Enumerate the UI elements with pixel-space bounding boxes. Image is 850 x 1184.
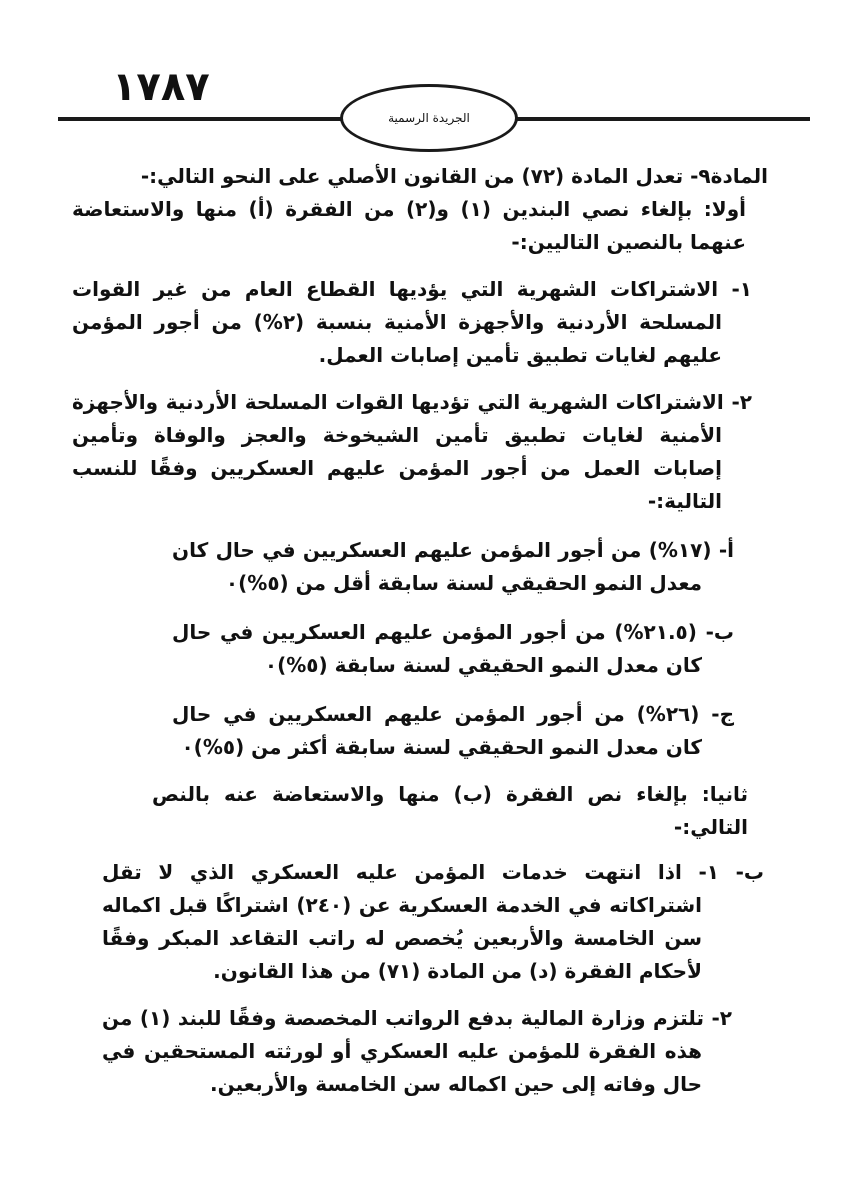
clause-2: ٢- الاشتراكات الشهرية التي تؤديها القوات المسلحة الأردنية والأجهزة الأمنية لغايات تطبيق تأمين الشيخوخة والعجز والوفاة وتأمين إصابات العمل من أجور المؤمن عليهم العسكريين وفقًا للنسب التالية:- [72, 390, 752, 513]
article-body [72, 160, 768, 1101]
paragraph-b-clause-2: ٢- تلتزم وزارة المالية بدفع الرواتب المخصصة وفقًا للبند (١) من هذه الفقرة للمؤمن عليه العسكري أو لورثته المستحقين في حال وفاته إلى حين اكماله سن الخامسة والأربعين. [102, 1006, 732, 1096]
masthead-title: الجريدة الرسمية [388, 111, 470, 125]
subclause-a: أ- (١٧%) من أجور المؤمن عليهم العسكريين في حال كان معدل النمو الحقيقي لسنة سابقة أقل من (٥%)٠ [172, 538, 734, 595]
article-heading: المادة٩- تعدل المادة (٧٢) من القانون الأصلي على النحو التالي:- [140, 164, 768, 188]
paragraph-b-clause-1: ب- ١- اذا انتهت خدمات المؤمن عليه العسكري الذي لا تقل اشتراكاته في الخدمة العسكرية عن (٢٤٠) اشتراكًا قبل اكماله سن الخامسة والأربعين يُخصص له راتب التقاعد المبكر وفقًا لأحكام الفقرة (د) من المادة (٧١) من هذا القانون. [102, 860, 764, 983]
clause-1: ١- الاشتراكات الشهرية التي يؤديها القطاع العام من غير القوات المسلحة الأردنية والأجهزة الأمنية بنسبة (٢%) من أجور المؤمن عليهم لغايات تطبيق تأمين إصابات العمل. [72, 277, 752, 367]
part-two-intro: ثانيا: بإلغاء نص الفقرة (ب) منها والاستعاضة عنه بالنص التالي:- [152, 782, 748, 839]
subclause-b: ب- (٢١.٥%) من أجور المؤمن عليهم العسكريين في حال كان معدل النمو الحقيقي لسنة سابقة (٥%)٠ [172, 620, 734, 677]
page-number: ١٧٨٧ [112, 64, 210, 110]
masthead-oval [340, 84, 518, 152]
part-one-intro: أولا: بإلغاء نصي البندين (١) و(٢) من الفقرة (أ) منها والاستعاضة عنهما بالنصين التاليين:- [72, 197, 746, 254]
subclause-c: ج- (٢٦%) من أجور المؤمن عليهم العسكريين في حال كان معدل النمو الحقيقي لسنة سابقة أكثر من (٥%)٠ [172, 702, 734, 759]
